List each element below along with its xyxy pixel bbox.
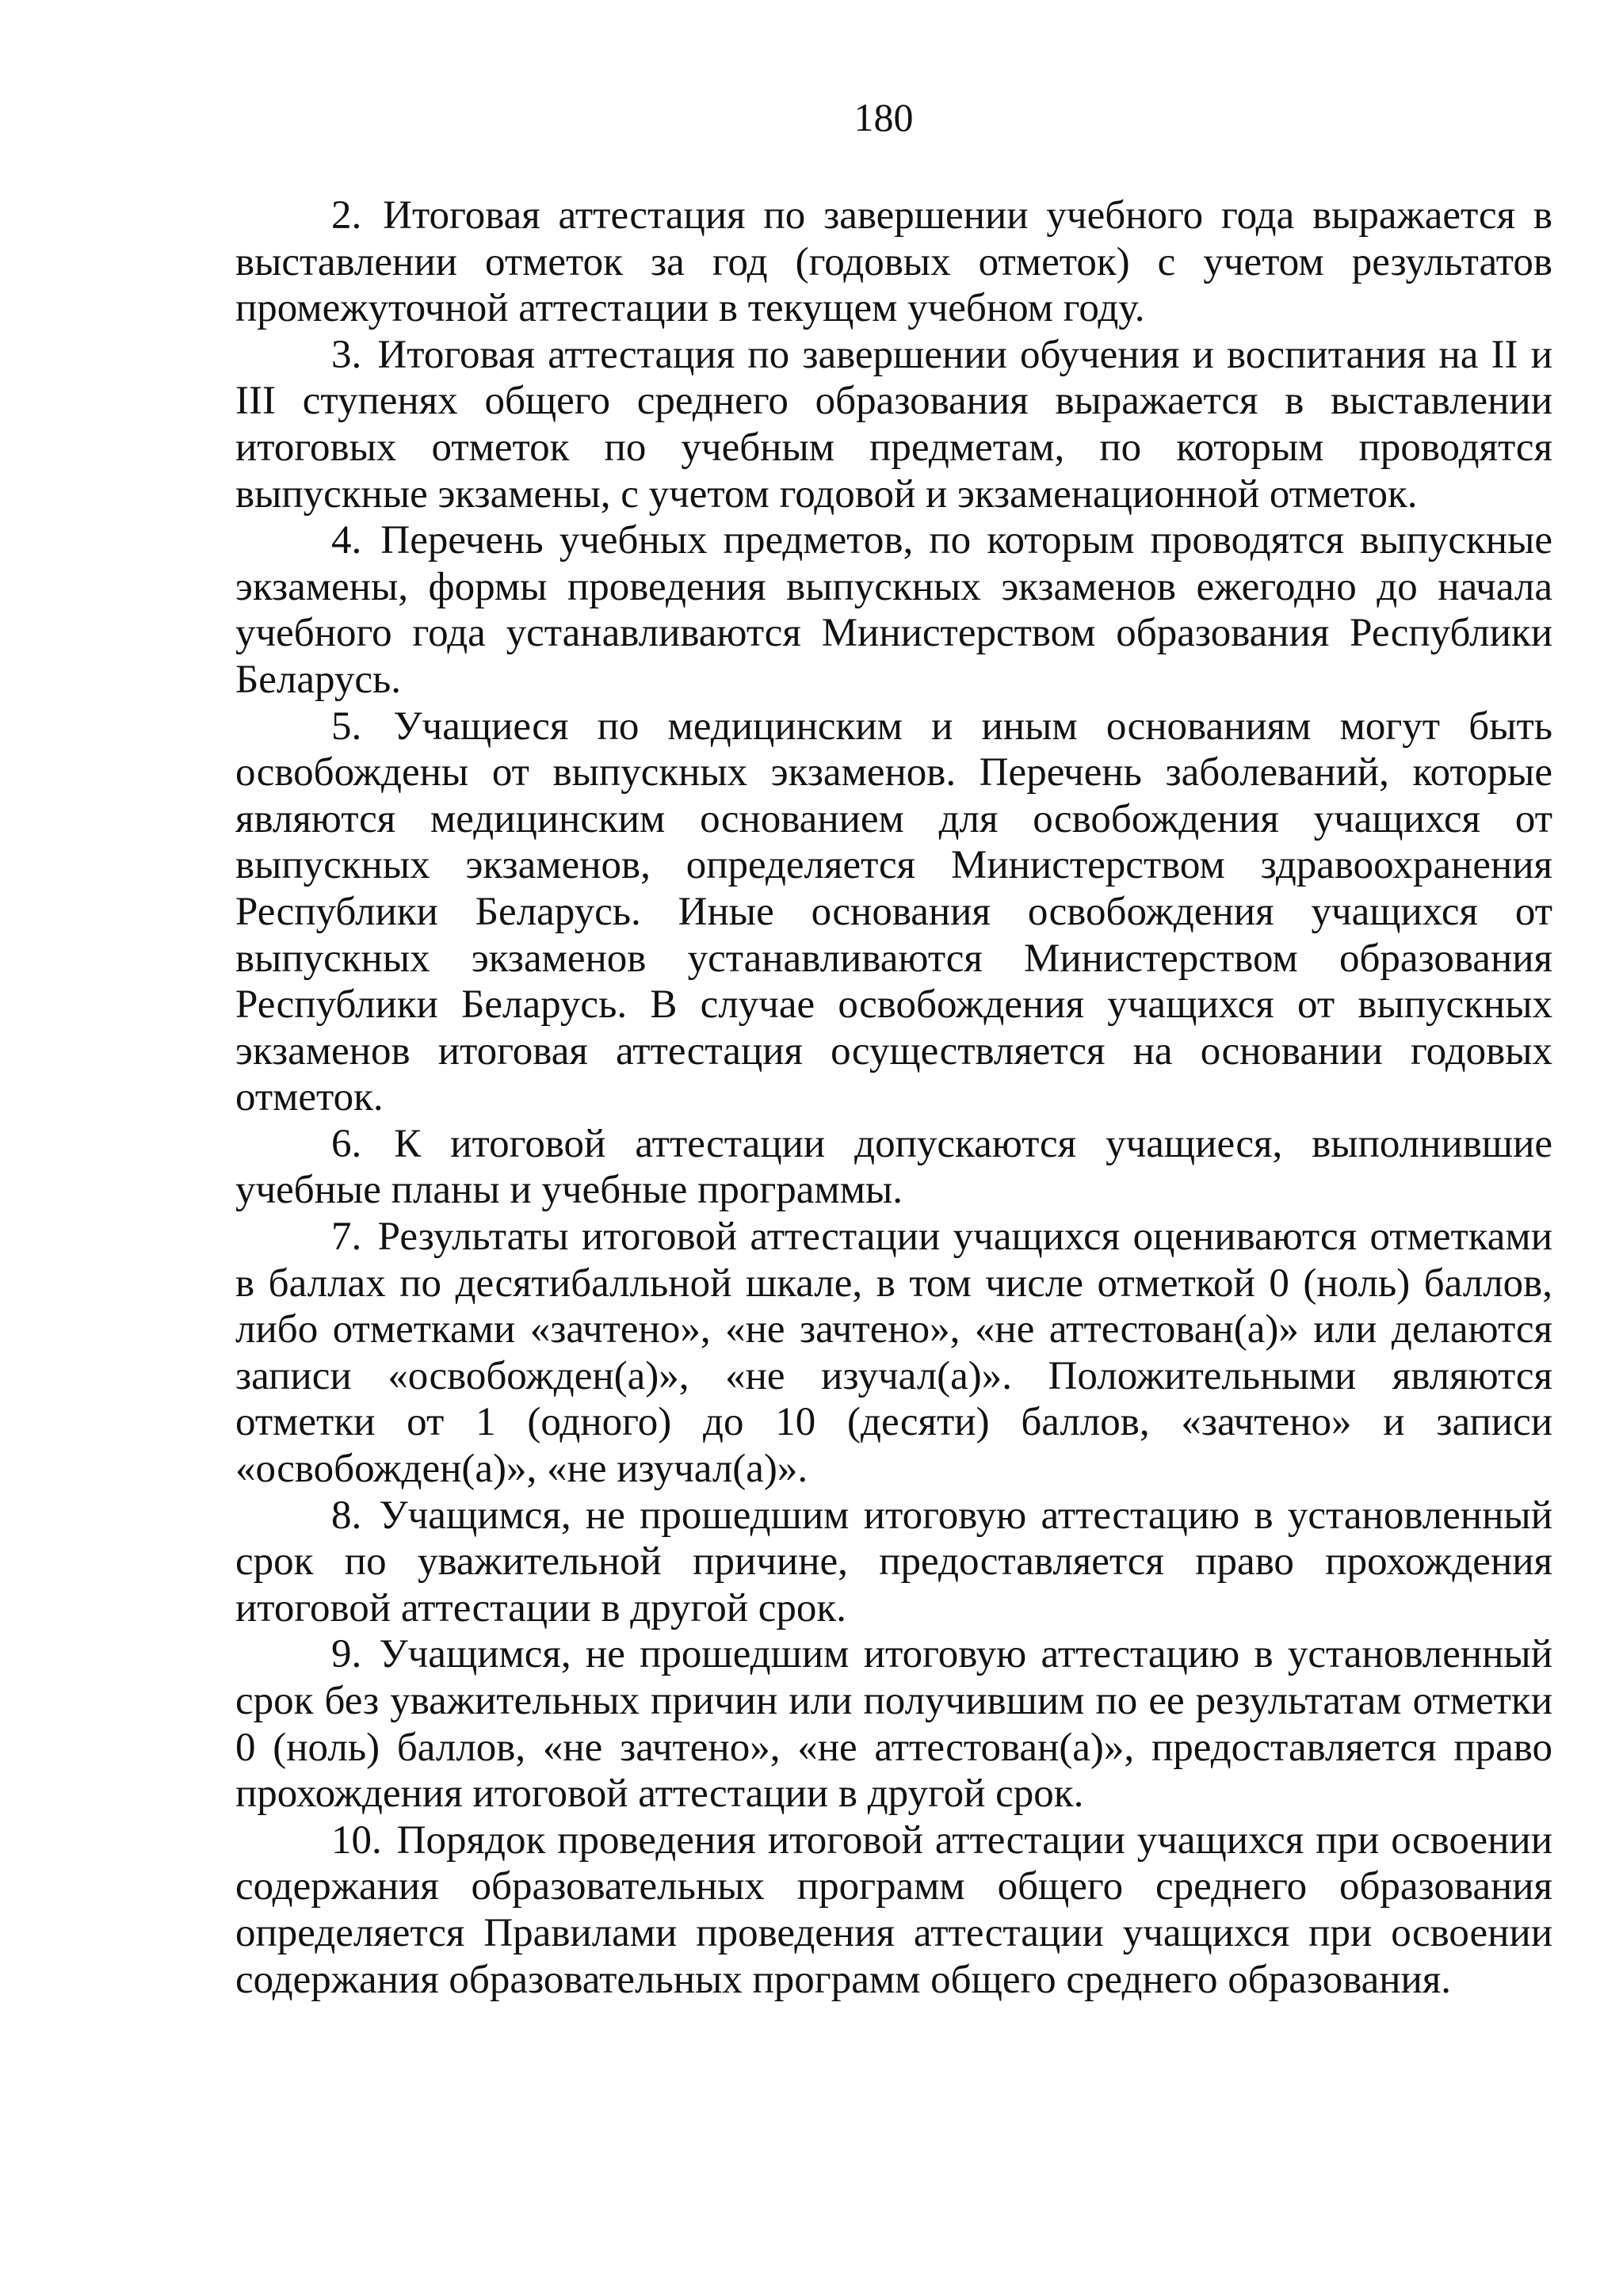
paragraph-number: 8. xyxy=(331,1493,362,1538)
paragraph-6 xyxy=(235,1121,1552,1214)
page-number: 180 xyxy=(854,95,914,139)
paragraph-text: Итоговая аттестация по завершении учебного года выражается в выставлении отметок за год (годовых отметок) с учетом результатов промежуточной аттестации в текущем учебном году. xyxy=(235,193,1552,331)
paragraph-7 xyxy=(235,1214,1552,1493)
document-body xyxy=(235,193,1552,2003)
paragraph-9 xyxy=(235,1631,1552,1817)
paragraph-5 xyxy=(235,704,1552,1121)
paragraph-text: Результаты итоговой аттестации учащихся оцениваются отметками в баллах по десятибалльной шкале, в том числе отметкой 0 (ноль) баллов, либо отметками «зачтено», «не зачтено», «не аттестован(а)» или делаются записи «освобожден(а)», «не изучал(а)». Положительными являются отметки от 1 (одного) до 10 (десяти) баллов, «зачтено» и записи «освобожден(а)», «не изучал(а)». xyxy=(235,1215,1553,1492)
paragraph-number: 10. xyxy=(331,1817,382,1863)
paragraph-number: 4. xyxy=(331,518,362,563)
paragraph-10 xyxy=(235,1817,1552,2003)
paragraph-8 xyxy=(235,1493,1552,1632)
paragraph-2 xyxy=(235,193,1552,332)
paragraph-number: 3. xyxy=(331,332,362,377)
paragraph-text: Порядок проведения итоговой аттестации учащихся при освоении содержания образовательных программ общего среднего образования определяется Правилами проведения аттестации учащихся при освоении содержания образовательных программ общего среднего образования. xyxy=(235,1817,1552,2002)
paragraph-number: 7. xyxy=(331,1215,362,1260)
paragraph-text: Учащимся, не прошедшим итоговую аттестацию в установленный срок по уважительной причине, предоставляется право прохождения итоговой аттестации в другой срок. xyxy=(235,1493,1552,1630)
paragraph-number: 9. xyxy=(331,1632,362,1677)
paragraph-number: 5. xyxy=(331,704,362,749)
paragraph-text: Учащиеся по медицинским и иным основаниям могут быть освобождены от выпускных экзаменов. Перечень заболеваний, которые являются медицинским основанием для освобождения учащихся от выпускных экзаменов, определяется Министерством здравоохранения Республики Беларусь. Иные основания освобождения учащихся от выпускных экзаменов устанавливаются Министерством образования Республики Беларусь. В случае освобождения учащихся от выпускных экзаменов итоговая аттестация осуществляется на основании годовых отметок. xyxy=(235,704,1553,1120)
paragraph-3 xyxy=(235,332,1552,517)
paragraph-number: 2. xyxy=(331,193,362,238)
paragraph-4 xyxy=(235,517,1552,703)
paragraph-text: К итоговой аттестации допускаются учащиеся, выполнившие учебные планы и учебные программы. xyxy=(235,1121,1553,1213)
paragraph-number: 6. xyxy=(331,1121,362,1166)
paragraph-text: Учащимся, не прошедшим итоговую аттестацию в установленный срок без уважительных причин или получившим по ее результатам отметки 0 (ноль) баллов, «не зачтено», «не аттестован(а)», предоставляется право прохождения итоговой аттестации в другой срок. xyxy=(235,1632,1552,1817)
paragraph-text: Перечень учебных предметов, по которым проводятся выпускные экзамены, формы проведения выпускных экзаменов ежегодно до начала учебного года устанавливаются Министерством образования Республики Беларусь. xyxy=(235,518,1553,702)
paragraph-text: Итоговая аттестация по завершении обучения и воспитания на II и III ступенях общего среднего образования выражается в выставлении итоговых отметок по учебным предметам, по которым проводятся выпускные экзамены, с учетом годовой и экзаменационной отметок. xyxy=(235,332,1552,517)
